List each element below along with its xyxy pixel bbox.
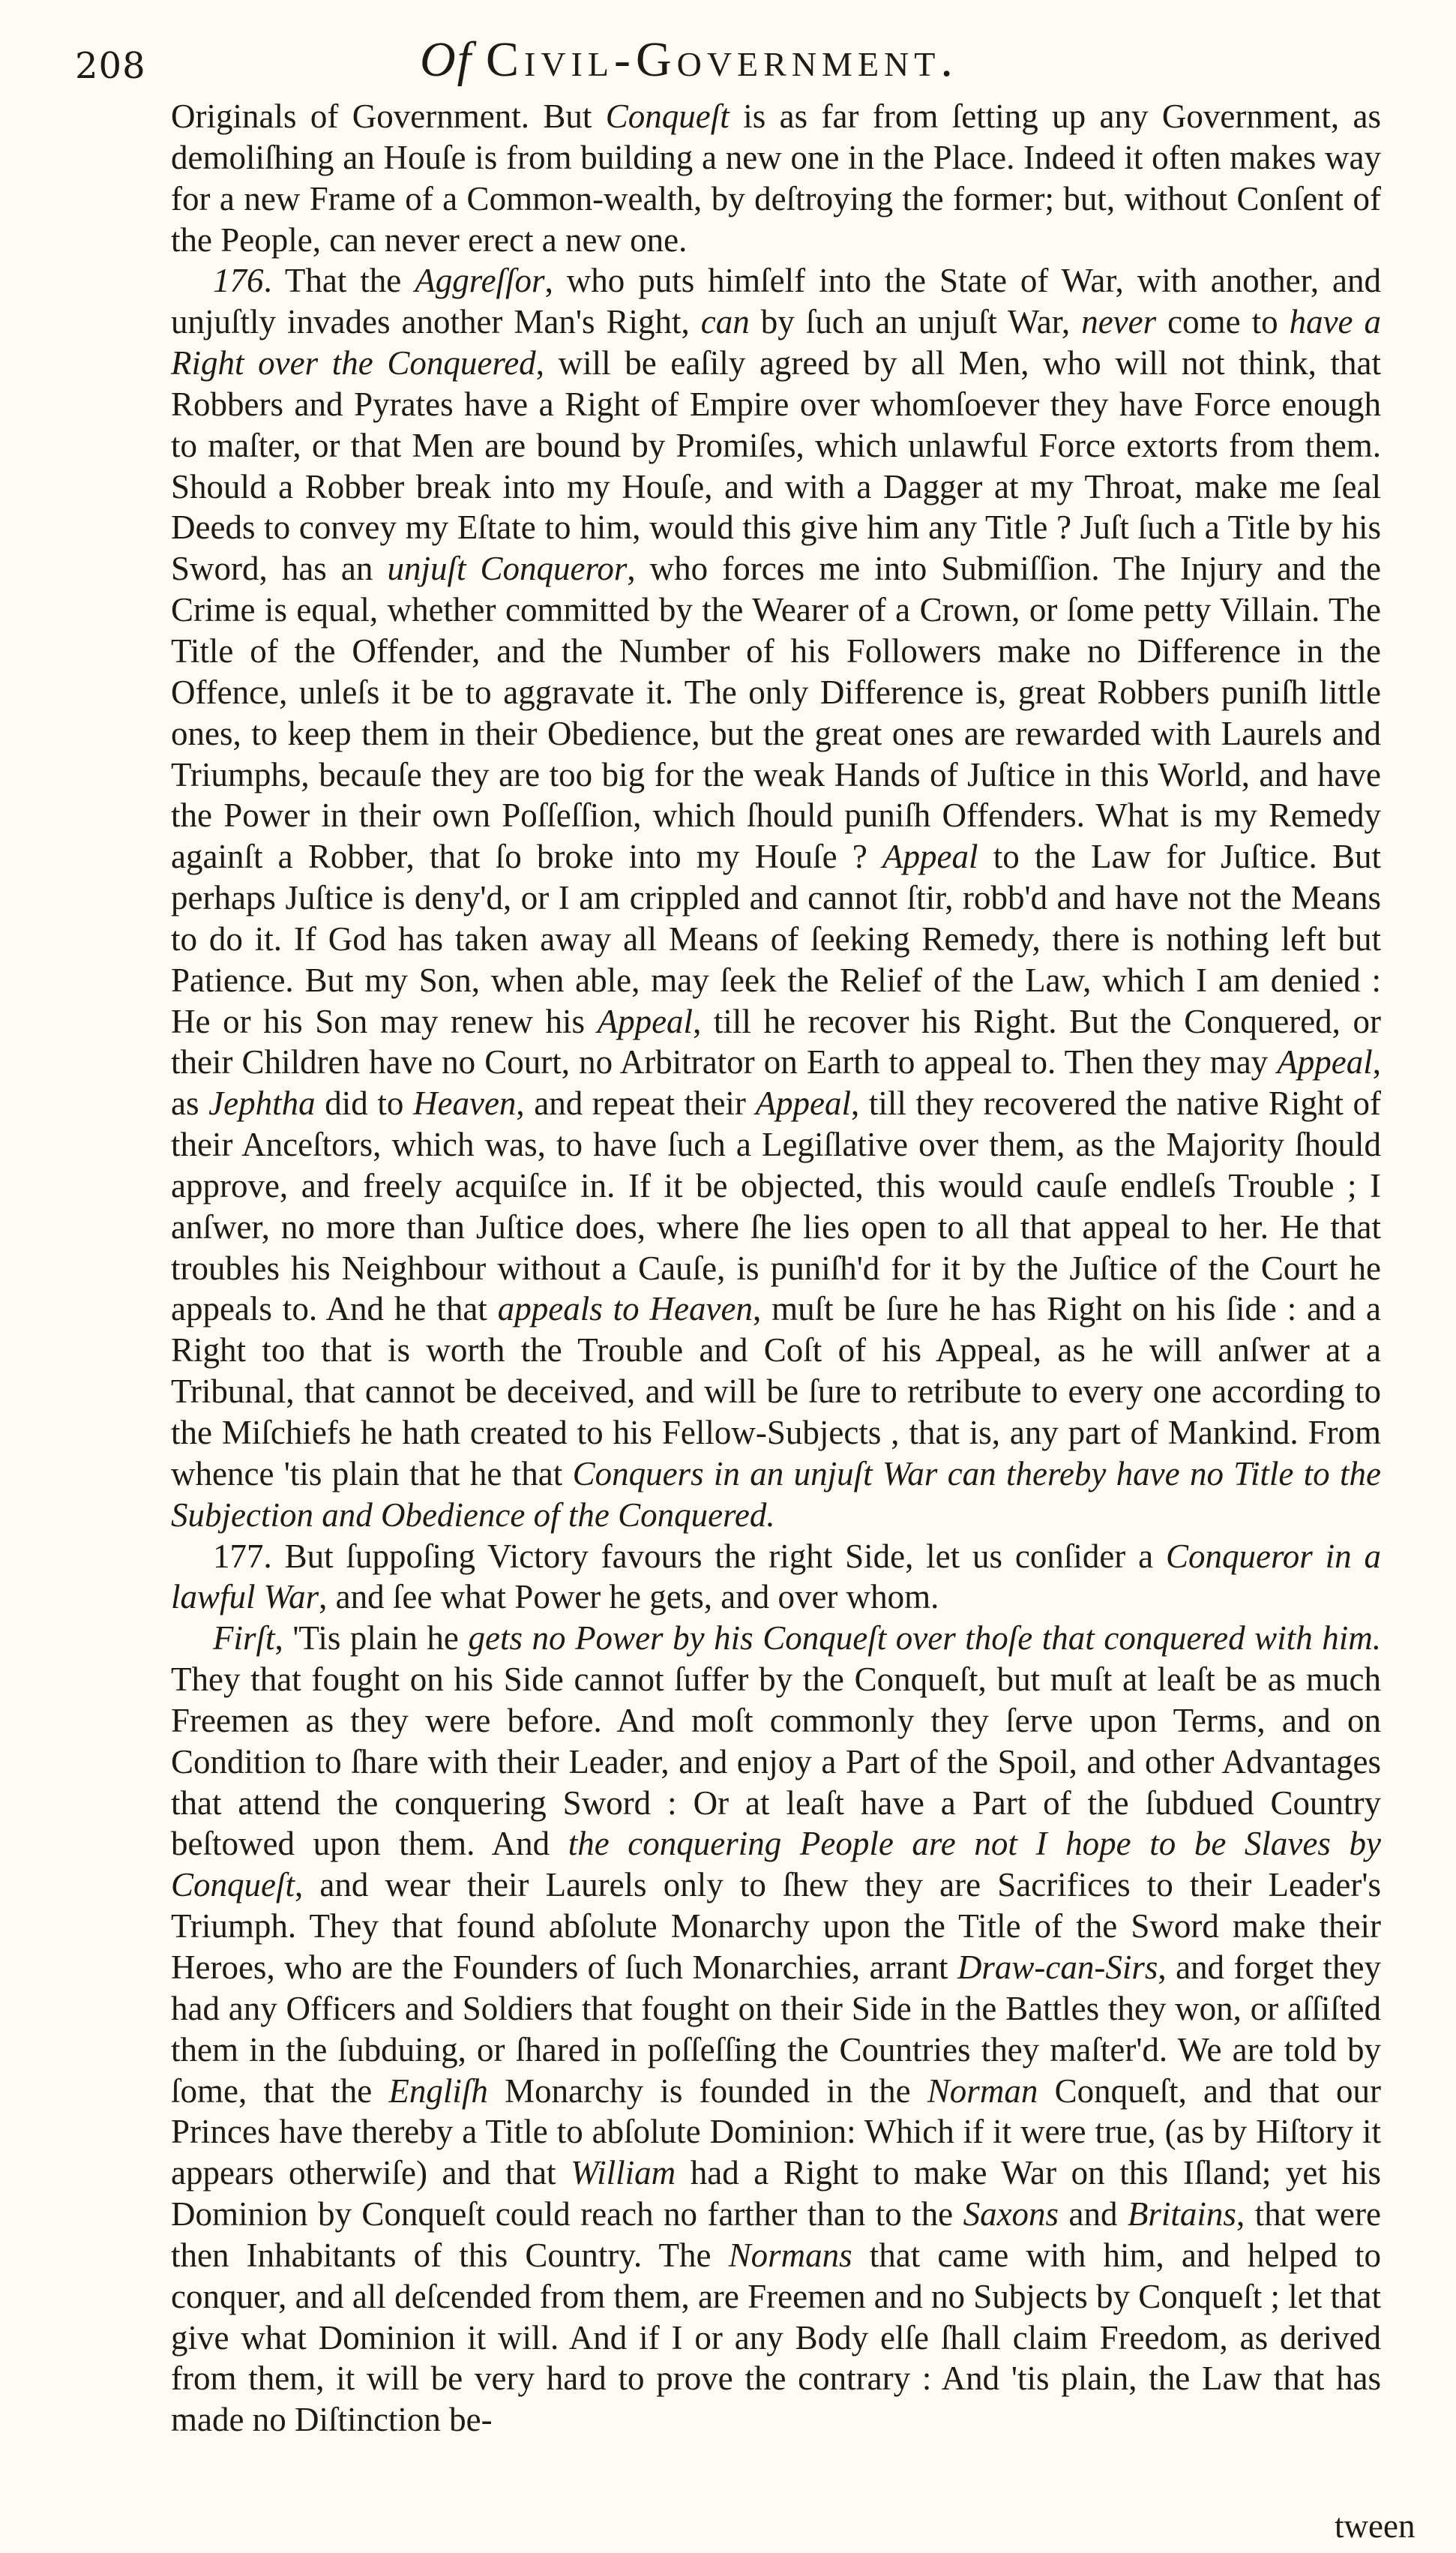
italic-run: unjuſt Conqueror	[387, 550, 628, 588]
text-run: Monarchy is founded in the	[487, 2072, 927, 2110]
paragraph-first	[171, 1618, 1381, 2440]
italic-run: Britains	[1127, 2195, 1236, 2234]
italic-run: Conquers in an unjuſt War can thereby have no Title to the Subjection and Obedience of the Conquered.	[171, 1454, 1381, 1534]
text-run: They that fought on his Side cannot ſuffer by the Conqueſt, but muſt at leaſt be as much Freemen as they were before. And moſt commonly they ſerve upon Terms, and on Condition to ſhare with their Leader, and enjoy a Part of the Spoil, and other Advantages that attend the conquering Sword : Or at leaſt have a Part of the ſubdued Country beſtowed upon them. And	[171, 1660, 1381, 1863]
italic-run: 176	[213, 262, 264, 300]
italic-run: William	[571, 2154, 676, 2192]
italic-run: Saxons	[963, 2195, 1059, 2234]
body-text	[171, 96, 1381, 2440]
italic-run: Appeal	[597, 1002, 694, 1040]
italic-run: can	[700, 303, 750, 341]
text-run: Originals of Government. But	[171, 98, 606, 135]
text-run: by ſuch an unjuſt War,	[749, 303, 1082, 341]
text-run: , and repeat their	[516, 1084, 756, 1123]
running-title-main: Civil-Government.	[486, 32, 958, 87]
italic-run: Draw-can-Sirs	[957, 1948, 1158, 1986]
running-title	[420, 32, 958, 88]
italic-run: have a Right over the Conquered	[171, 303, 1382, 382]
running-title-of: Of	[420, 32, 472, 87]
text-run: had a Right to make War on this Iſland; yet his Dominion by Conqueſt could reach no farther than to the	[171, 2154, 1382, 2234]
text-run: . That the	[263, 262, 415, 300]
text-run: is as far from ſetting up any Government, as demoliſhing an Houſe is from building a new one in the Place. Indeed it often makes way for a new Frame of a Common-wealth, by deſtroying the former; but, without Conſent of the People, can never erect a new one.	[171, 98, 1381, 259]
text-run: , and forget they had any Officers and Soldiers that fought on their Side in the Battles they won, or aſſiſted them in the ſubduing, or ſhared in poſſeſſing the Countries they maſter'd. We are told by ſome, that the	[171, 1948, 1381, 2110]
text-run: did to	[315, 1084, 413, 1123]
text-run: that came with him, and helped to conquer, and all deſcended from them, are Freemen and no Subjects by Conqueſt ; let that give what Dominion it will. And if I or any Body elſe ſhall claim Freedom, as derived from them, it will be very hard to prove the contrary : And 'tis plain, the Law that has made no Diſtinction be-	[171, 2236, 1381, 2439]
italic-run: Appeal	[882, 838, 978, 876]
paragraph-continuation	[171, 96, 1381, 260]
italic-run: Conqueror in a lawful War	[171, 1537, 1381, 1616]
text-run: , till they recovered the native Right of their Anceſtors, which was, to have ſuch a Legiſlative over them, as the Majority ſhould approve, and freely acquiſce in. If it be objected, this would cauſe endleſs Trouble ; I anſwer, no more than Juſtice does, where ſhe lies open to all that appeal to her. He that troubles his Neighbour without a Cauſe, is puniſh'd for it by the Juſtice of the Court he appeals to. And he that	[171, 1084, 1382, 1328]
text-run: , who forces me into Submiſſion. The Injury and the Crime is equal, whether committed by the Wearer of a Crown, or ſome petty Villain. The Title of the Offender, and the Number of his Followers make no Difference in the Offence, unleſs it be to aggravate it. The only Difference is, great Robbers puniſh little ones, to keep them in their Obedience, but the great ones are rewarded with Laurels and Triumphs, becauſe they are too big for the weak Hands of Juſtice in this World, and have the Power in their own Poſſeſſion, which ſhould puniſh Offenders. What is my Remedy againſt a Robber, that ſo broke into my Houſe ?	[171, 550, 1381, 876]
italic-run: Appeal	[1277, 1043, 1373, 1082]
italic-run: gets no Power by his Conqueſt over thoſe that conquered with him.	[468, 1619, 1381, 1658]
paragraph-177	[171, 1536, 1381, 1618]
text-run: and	[1059, 2195, 1128, 2234]
text-run: come to	[1156, 303, 1290, 341]
italic-run: Firſt	[213, 1619, 275, 1658]
italic-run: Heaven	[413, 1084, 517, 1123]
italic-run: the conquering People are not I hope to be Slaves by Conqueſt	[171, 1825, 1381, 1904]
italic-run: Normans	[728, 2236, 852, 2274]
text-run: , muſt be ſure he has Right on his ſide : and a Right too that is worth the Trouble and Coſt of his Appeal, as he will anſwer at a Tribunal, that cannot be deceived, and will be ſure to retribute to every one according to the Miſchiefs he hath created to his Fellow-Subjects , that is, any part of Mankind. From whence 'tis plain that he that	[171, 1290, 1381, 1492]
italic-run: Norman	[927, 2072, 1038, 2110]
text-run: , and ſee what Power he gets, and over whom.	[319, 1578, 939, 1616]
text-run: , that were then Inhabitants of this Country. The	[171, 2195, 1381, 2274]
italic-run: Aggreſſor	[415, 262, 545, 300]
text-run: Conqueſt, and that our Princes have thereby a Title to abſolute Dominion: Which if it were true, (as by Hiſtory it appears otherwiſe) and that	[171, 2072, 1381, 2192]
italic-run: Appeal	[755, 1084, 852, 1123]
italic-run: never	[1081, 303, 1157, 341]
page-header	[75, 32, 1381, 99]
catchword: tween	[1335, 2507, 1416, 2545]
text-run: , as	[171, 1043, 1381, 1123]
paragraph-176	[171, 260, 1381, 1535]
italic-run: Engliſh	[388, 2072, 488, 2110]
text-run: to the Law for Juſtice. But perhaps Juſtice is deny'd, or I am crippled and cannot ſtir, robb'd and have not the Means to do it. If God has taken away all Means of ſeeking Remedy, there is nothing left but Patience. But my Son, when able, may ſeek the Relief of the Law, which I am denied : He or his Son may renew his	[171, 838, 1382, 1040]
text-run: , will be eaſily agreed by all Men, who will not think, that Robbers and Pyrates have a Right of Empire over whomſoever they have Force enough to maſter, or that Men are bound by Promiſes, which unlawful Force extorts from them. Should a Robber break into my Houſe, and with a Dagger at my Throat, make me ſeal Deeds to convey my Eſtate to him, would this give him any Title ? Juſt ſuch a Title by his Sword, has an	[171, 344, 1382, 588]
italic-run: Conqueſt	[605, 98, 729, 135]
text-run: , who puts himſelf into the State of War, with another, and unjuſtly invades another Man's Right,	[171, 262, 1381, 341]
italic-run: Jephtha	[208, 1084, 316, 1123]
page-number: 208	[75, 45, 146, 87]
text-run: 177. But ſuppoſing Victory favours the right Side, let us conſider a	[213, 1537, 1166, 1575]
text-run: , till he recover his Right. But the Conquered, or their Children have no Court, no Arbitrator on Earth to appeal to. Then they may	[171, 1002, 1381, 1082]
text-run: , 'Tis plain he	[274, 1619, 469, 1658]
text-run: , and wear their Laurels only to ſhew they are Sacrifices to their Leader's Triumph. They that found abſolute Monarchy upon the Title of the Sword make their Heroes, who are the Founders of ſuch Monarchies, arrant	[171, 1866, 1381, 1986]
italic-run: appeals to Heaven	[497, 1290, 753, 1328]
